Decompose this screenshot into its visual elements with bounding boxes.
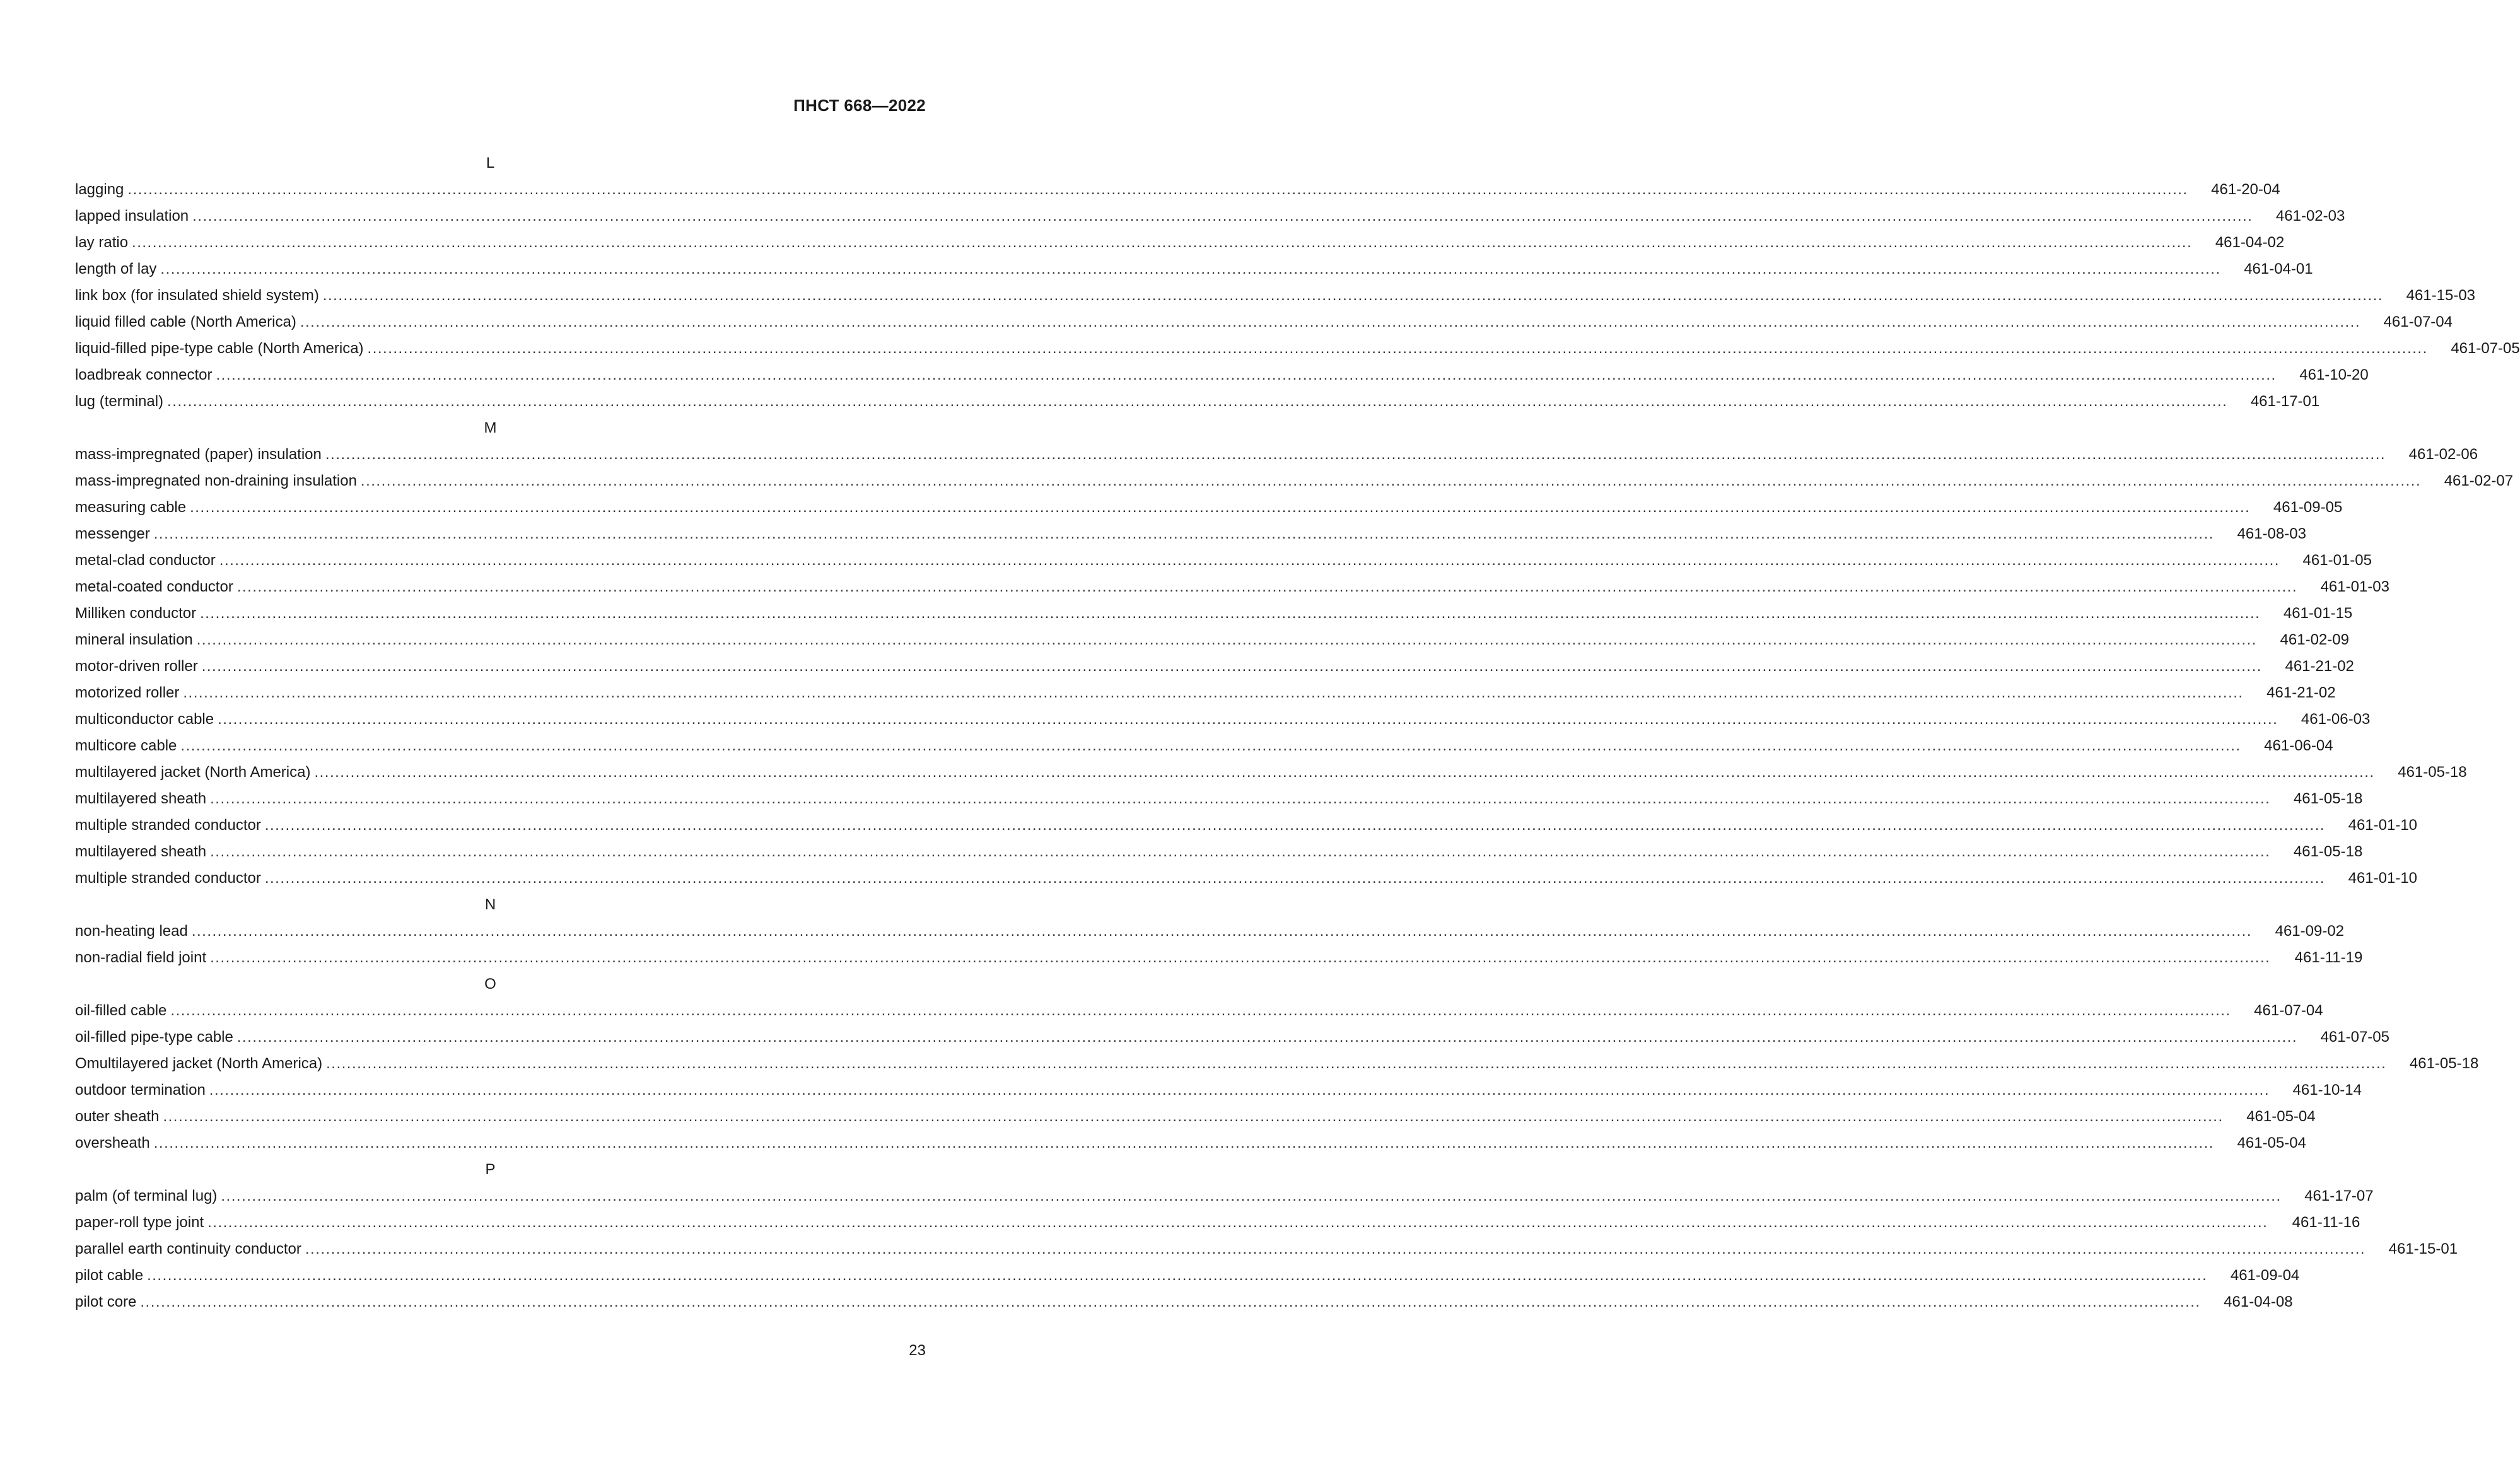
entry-term: multiple stranded conductor	[75, 817, 261, 834]
dot-leader: ................................................................................................................................................................................................................................................................................................................................................................................................................	[191, 923, 2253, 940]
entry-term: pilot cable	[75, 1267, 144, 1284]
dot-leader: ................................................................................................................................................................................................................................................................................................................................................................................................................	[210, 949, 2271, 966]
entry-term: non-heating lead	[75, 923, 188, 940]
dot-leader: ................................................................................................................................................................................................................................................................................................................................................................................................................	[153, 1134, 2214, 1151]
index-entry	[75, 1289, 2293, 1315]
entry-term: metal-coated conductor	[75, 578, 233, 595]
index-entry	[75, 1210, 2360, 1236]
dot-leader: ................................................................................................................................................................................................................................................................................................................................................................................................................	[314, 764, 2375, 781]
dot-leader: ................................................................................................................................................................................................................................................................................................................................................................................................................	[140, 1293, 2201, 1310]
entry-term: oil-filled cable	[75, 1002, 167, 1019]
entry-term: mass-impregnated non-draining insulation	[75, 472, 357, 489]
index-entry	[75, 706, 2371, 733]
entry-code: 461-05-18	[2398, 764, 2467, 781]
index-entry	[75, 680, 2336, 706]
entry-term: parallel earth continuity conductor	[75, 1240, 301, 1257]
entry-term: multilayered sheath	[75, 843, 207, 860]
dot-leader: ................................................................................................................................................................................................................................................................................................................................................................................................................	[163, 1108, 2224, 1125]
dot-leader: ................................................................................................................................................................................................................................................................................................................................................................................................................	[196, 631, 2257, 648]
index-entry	[75, 998, 2323, 1024]
index-entry	[75, 600, 2353, 627]
entry-term: non-radial field joint	[75, 949, 207, 966]
entry-term: lug (terminal)	[75, 393, 164, 410]
entry-code: 461-11-19	[2294, 949, 2363, 966]
entry-code: 461-04-01	[2244, 260, 2313, 277]
entry-code: 461-01-10	[2348, 817, 2418, 834]
entry-code: 461-06-04	[2264, 737, 2333, 754]
dot-leader: ................................................................................................................................................................................................................................................................................................................................................................................................................	[170, 1002, 2231, 1019]
index-entry	[75, 759, 2467, 786]
page-number: 23	[909, 1342, 926, 1359]
dot-leader: ................................................................................................................................................................................................................................................................................................................................................................................................................	[305, 1240, 2366, 1257]
dot-leader: ................................................................................................................................................................................................................................................................................................................................................................................................................	[127, 181, 2188, 198]
entry-term: multicore cable	[75, 737, 177, 754]
index-entry	[75, 839, 2363, 865]
entry-code: 461-01-10	[2348, 870, 2418, 887]
index-entry	[75, 812, 2418, 839]
dot-leader: ................................................................................................................................................................................................................................................................................................................................................................................................................	[190, 499, 2251, 516]
index-entry	[75, 1077, 2362, 1104]
entry-term: liquid filled cable (North America)	[75, 313, 296, 330]
entry-code: 461-07-05	[2320, 1029, 2389, 1046]
index-entry	[75, 203, 2345, 230]
dot-leader: ................................................................................................................................................................................................................................................................................................................................................................................................................	[360, 472, 2422, 489]
entry-term: mass-impregnated (paper) insulation	[75, 446, 322, 463]
index-entry	[75, 1024, 2389, 1051]
dot-leader: ................................................................................................................................................................................................................................................................................................................................................................................................................	[183, 684, 2244, 701]
entry-term: lagging	[75, 181, 124, 198]
dot-leader: ................................................................................................................................................................................................................................................................................................................................................................................................................	[236, 1029, 2297, 1046]
index-entry	[75, 627, 2349, 653]
entry-term: paper-roll type joint	[75, 1214, 204, 1231]
entry-term: oil-filled pipe-type cable	[75, 1029, 233, 1046]
entry-code: 461-01-15	[2283, 605, 2353, 622]
index-entry	[75, 1104, 2316, 1130]
index-entry	[75, 494, 2343, 521]
dot-leader: ................................................................................................................................................................................................................................................................................................................................................................................................................	[147, 1267, 2208, 1284]
index-entry	[75, 1183, 2374, 1210]
dot-leader: ................................................................................................................................................................................................................................................................................................................................................................................................................	[264, 817, 2326, 834]
section-letter-n: N	[484, 896, 496, 913]
dot-leader: ................................................................................................................................................................................................................................................................................................................................................................................................................	[236, 578, 2297, 595]
entry-code: 461-09-05	[2273, 499, 2343, 516]
entry-term: loadbreak connector	[75, 366, 213, 383]
entry-code: 461-04-02	[2215, 234, 2285, 251]
dot-leader: ................................................................................................................................................................................................................................................................................................................................................................................................................	[180, 737, 2241, 754]
index-entry	[75, 521, 2306, 547]
index-entry	[75, 1236, 2458, 1262]
document-code: ПНСТ 668—2022	[793, 96, 926, 115]
entry-code: 461-05-18	[2293, 790, 2363, 807]
index-entry	[75, 653, 2354, 680]
index-entry	[75, 1051, 2479, 1077]
dot-leader: ................................................................................................................................................................................................................................................................................................................................................................................................................	[326, 1055, 2387, 1072]
entry-term: motorized roller	[75, 684, 180, 701]
dot-leader: ................................................................................................................................................................................................................................................................................................................................................................................................................	[207, 1214, 2268, 1231]
entry-code: 461-05-04	[2237, 1134, 2306, 1151]
section-letter-o: O	[484, 976, 496, 993]
entry-code: 461-04-08	[2224, 1293, 2293, 1310]
entry-term: palm (of terminal lug)	[75, 1187, 218, 1204]
dot-leader: ................................................................................................................................................................................................................................................................................................................................................................................................................	[219, 552, 2280, 569]
entry-code: 461-21-02	[2266, 684, 2336, 701]
entry-term: outer sheath	[75, 1108, 160, 1125]
entry-term: multilayered jacket (North America)	[75, 764, 311, 781]
entry-term: outdoor termination	[75, 1081, 206, 1099]
dot-leader: ................................................................................................................................................................................................................................................................................................................................................................................................................	[367, 340, 2428, 357]
index-entry	[75, 1262, 2300, 1289]
entry-code: 461-07-04	[2383, 313, 2453, 330]
entry-code: 461-05-04	[2246, 1108, 2316, 1125]
index-entry	[75, 309, 2453, 335]
entry-code: 461-07-04	[2254, 1002, 2323, 1019]
entry-code: 461-09-02	[2275, 923, 2345, 940]
entry-term: multiple stranded conductor	[75, 870, 261, 887]
entry-code: 461-15-03	[2406, 287, 2476, 304]
entry-term: messenger	[75, 525, 150, 542]
entry-code: 461-20-04	[2211, 181, 2280, 198]
dot-leader: ................................................................................................................................................................................................................................................................................................................................................................................................................	[218, 711, 2278, 728]
index-entry	[75, 786, 2363, 812]
index-entry	[75, 256, 2313, 283]
index-entry	[75, 865, 2418, 892]
dot-leader: ................................................................................................................................................................................................................................................................................................................................................................................................................	[160, 260, 2221, 277]
entry-code: 461-21-02	[2285, 658, 2354, 675]
entry-term: oversheath	[75, 1134, 150, 1151]
dot-leader: ................................................................................................................................................................................................................................................................................................................................................................................................................	[221, 1187, 2282, 1204]
index-entry	[75, 1130, 2306, 1157]
dot-leader: ................................................................................................................................................................................................................................................................................................................................................................................................................	[192, 207, 2253, 224]
entry-term: link box (for insulated shield system)	[75, 287, 319, 304]
dot-leader: ................................................................................................................................................................................................................................................................................................................................................................................................................	[153, 525, 2214, 542]
entry-code: 461-17-01	[2250, 393, 2320, 410]
section-letter-p: P	[485, 1161, 496, 1178]
index-entry	[75, 388, 2320, 415]
entry-code: 461-05-18	[2409, 1055, 2479, 1072]
dot-leader: ................................................................................................................................................................................................................................................................................................................................................................................................................	[200, 605, 2261, 622]
entry-term: lapped insulation	[75, 207, 189, 224]
index-entry	[75, 468, 2514, 494]
entry-term: lay ratio	[75, 234, 129, 251]
entry-code: 461-08-03	[2237, 525, 2306, 542]
index-entry	[75, 230, 2285, 256]
index-entry	[75, 335, 2520, 362]
entry-term: pilot core	[75, 1293, 137, 1310]
entry-code: 461-02-06	[2408, 446, 2478, 463]
index-entry	[75, 441, 2478, 468]
index-entry	[75, 945, 2363, 971]
index-entry	[75, 547, 2372, 574]
dot-leader: ................................................................................................................................................................................................................................................................................................................................................................................................................	[201, 658, 2262, 675]
dot-leader: ................................................................................................................................................................................................................................................................................................................................................................................................................	[264, 870, 2326, 887]
entry-term: motor-driven roller	[75, 658, 198, 675]
index-entry	[75, 733, 2333, 759]
dot-leader: ................................................................................................................................................................................................................................................................................................................................................................................................................	[167, 393, 2228, 410]
entry-code: 461-01-03	[2320, 578, 2389, 595]
dot-leader: ................................................................................................................................................................................................................................................................................................................................................................................................................	[210, 790, 2271, 807]
entry-code: 461-02-09	[2280, 631, 2349, 648]
entry-code: 461-05-18	[2293, 843, 2363, 860]
index-entry	[75, 177, 2280, 203]
index-entry	[75, 574, 2389, 600]
dot-leader: ................................................................................................................................................................................................................................................................................................................................................................................................................	[210, 843, 2271, 860]
entry-term: measuring cable	[75, 499, 187, 516]
entry-code: 461-10-20	[2299, 366, 2369, 383]
entry-code: 461-02-03	[2275, 207, 2345, 224]
section-letter-m: M	[484, 419, 497, 436]
entry-code: 461-17-07	[2304, 1187, 2374, 1204]
entry-code: 461-11-16	[2292, 1214, 2360, 1231]
dot-leader: ................................................................................................................................................................................................................................................................................................................................................................................................................	[322, 287, 2384, 304]
entry-code: 461-02-07	[2444, 472, 2514, 489]
entry-term: multiconductor cable	[75, 711, 214, 728]
dot-leader: ................................................................................................................................................................................................................................................................................................................................................................................................................	[132, 234, 2193, 251]
entry-code: 461-07-05	[2451, 340, 2520, 357]
index-entry	[75, 283, 2476, 309]
entry-term: length of lay	[75, 260, 157, 277]
term-index	[75, 150, 2520, 1315]
entry-term: mineral insulation	[75, 631, 193, 648]
entry-term: Omultilayered jacket (North America)	[75, 1055, 323, 1072]
entry-code: 461-01-05	[2302, 552, 2372, 569]
section-letter-l: L	[486, 154, 495, 172]
dot-leader: ................................................................................................................................................................................................................................................................................................................................................................................................................	[325, 446, 2386, 463]
entry-term: liquid-filled pipe-type cable (North America)	[75, 340, 364, 357]
entry-code: 461-15-01	[2388, 1240, 2458, 1257]
dot-leader: ................................................................................................................................................................................................................................................................................................................................................................................................................	[300, 313, 2360, 330]
dot-leader: ................................................................................................................................................................................................................................................................................................................................................................................................................	[216, 366, 2277, 383]
entry-code: 461-10-14	[2292, 1081, 2362, 1099]
index-entry	[75, 918, 2345, 945]
dot-leader: ................................................................................................................................................................................................................................................................................................................................................................................................................	[209, 1081, 2270, 1099]
entry-term: Milliken conductor	[75, 605, 197, 622]
entry-term: multilayered sheath	[75, 790, 207, 807]
entry-code: 461-09-04	[2230, 1267, 2300, 1284]
entry-term: metal-clad conductor	[75, 552, 216, 569]
index-entry	[75, 362, 2369, 388]
entry-code: 461-06-03	[2301, 711, 2371, 728]
